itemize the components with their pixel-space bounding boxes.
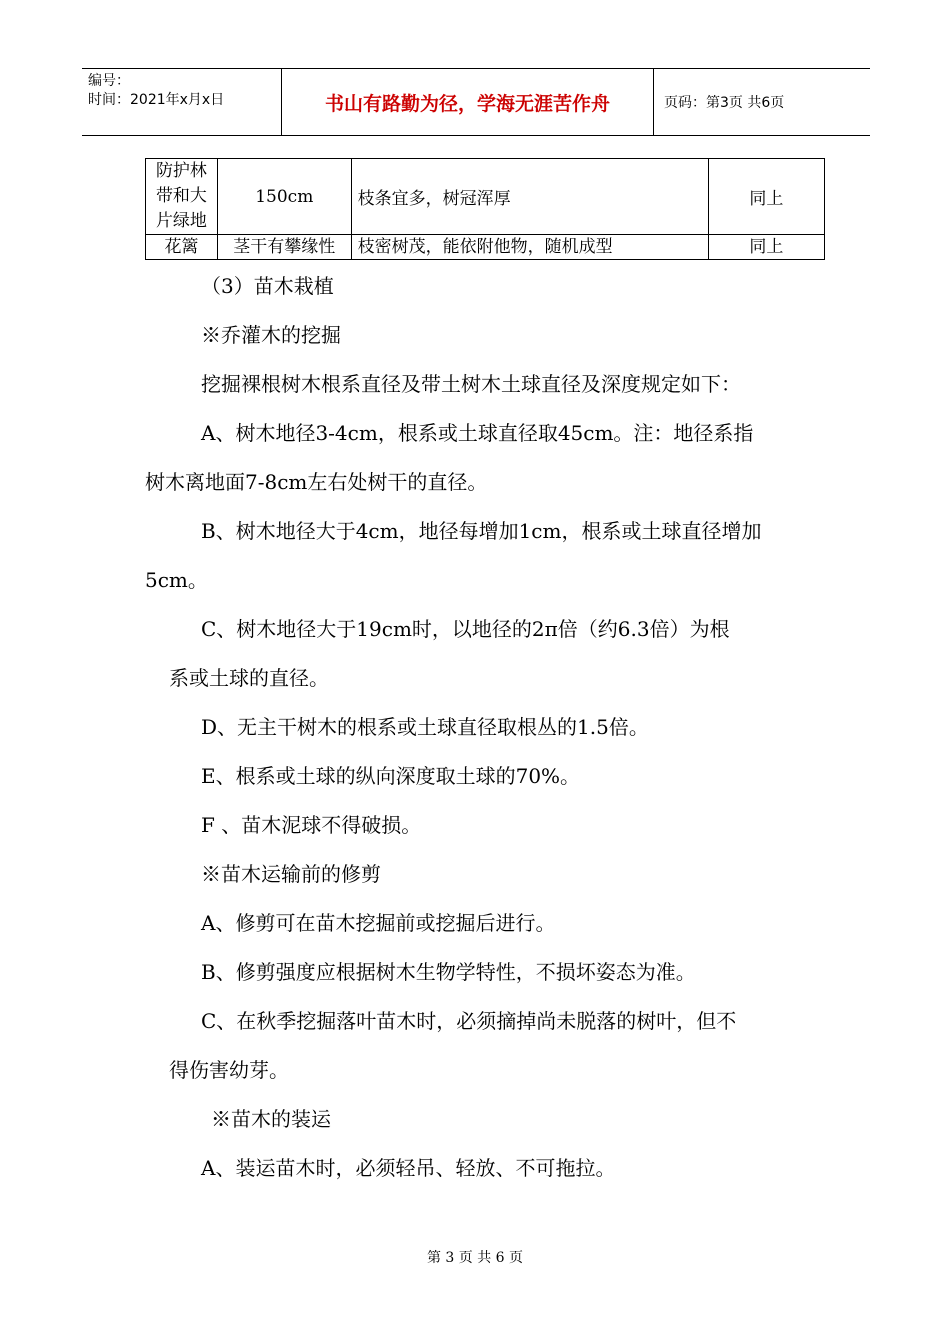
subsection-heading: ※苗木运输前的修剪 bbox=[201, 862, 381, 886]
paragraph-line: C、在秋季挖掘落叶苗木时，必须摘掉尚未脱落的树叶，但不 bbox=[201, 1009, 737, 1033]
paragraph-line: E、根系或土球的纵向深度取土球的70%。 bbox=[201, 764, 581, 788]
table-cell-name: 花篱 bbox=[146, 235, 218, 260]
subsection-heading: ※苗木的装运 bbox=[211, 1107, 331, 1131]
paragraph-line: A、修剪可在苗木挖掘前或挖掘后进行。 bbox=[201, 911, 556, 935]
page-footer: 第 3 页 共 6 页 bbox=[426, 1250, 524, 1266]
subsection-heading: ※乔灌木的挖掘 bbox=[201, 323, 341, 347]
paragraph-line: 系或土球的直径。 bbox=[169, 666, 329, 690]
plant-spec-table bbox=[145, 158, 825, 260]
header-motto: 书山有路勤为径，学海无涯苦作舟 bbox=[282, 69, 654, 135]
paragraph-line: C、树木地径大于19cm时，以地径的2π倍（约6.3倍）为根 bbox=[201, 617, 730, 641]
document-body bbox=[145, 268, 810, 1199]
table-cell-name: 防护林带和大片绿地 bbox=[146, 159, 218, 235]
paragraph-line: 得伤害幼芽。 bbox=[169, 1058, 289, 1082]
header-meta bbox=[82, 69, 282, 135]
paragraph-line: F 、苗木泥球不得破损。 bbox=[201, 813, 422, 837]
table-row bbox=[146, 235, 825, 260]
table-row bbox=[146, 159, 825, 235]
table-cell-size: 150cm bbox=[217, 159, 351, 235]
document-number-label: 编号： bbox=[88, 73, 130, 89]
paragraph-line: 树木离地面7-8cm左右处树干的直径。 bbox=[145, 470, 488, 494]
page-header bbox=[82, 68, 870, 136]
table-cell-desc: 枝条宜多，树冠浑厚 bbox=[351, 159, 708, 235]
table-cell-desc: 枝密树茂，能依附他物，随机成型 bbox=[351, 235, 708, 260]
paragraph-line: 5cm。 bbox=[145, 568, 208, 592]
paragraph-line: 挖掘裸根树木根系直径及带土树木土球直径及深度规定如下： bbox=[201, 372, 741, 396]
table-cell-size: 茎干有攀缘性 bbox=[217, 235, 351, 260]
section-heading: （3）苗木栽植 bbox=[201, 274, 334, 298]
paragraph-line: B、树木地径大于4cm，地径每增加1cm，根系或土球直径增加 bbox=[201, 519, 762, 543]
table-cell-note: 同上 bbox=[708, 159, 824, 235]
table-cell-note: 同上 bbox=[708, 235, 824, 260]
document-time-label: 时间：2021年x月x日 bbox=[88, 92, 225, 108]
header-page-info: 页码：第3页 共6页 bbox=[664, 95, 785, 111]
paragraph-line: A、树木地径3-4cm，根系或土球直径取45cm。注：地径系指 bbox=[201, 421, 754, 445]
paragraph-line: B、修剪强度应根据树木生物学特性，不损坏姿态为准。 bbox=[201, 960, 696, 984]
paragraph-line: A、装运苗木时，必须轻吊、轻放、不可拖拉。 bbox=[201, 1156, 616, 1180]
paragraph-line: D、无主干树木的根系或土球直径取根丛的1.5倍。 bbox=[201, 715, 649, 739]
